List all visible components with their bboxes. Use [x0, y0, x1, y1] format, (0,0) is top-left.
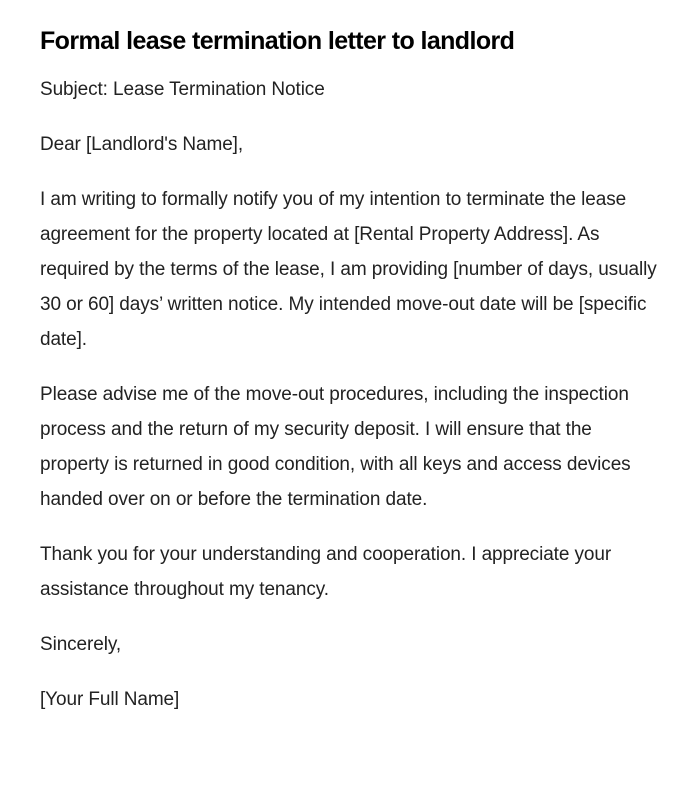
body-paragraph-thanks: Thank you for your understanding and cooperation. I appreciate your assistance throughout my tenancy. [40, 544, 612, 600]
subject-line: Subject: Lease Termination Notice [40, 79, 325, 100]
salutation: Dear [Landlord's Name], [40, 134, 244, 155]
page-title: Formal lease termination letter to landlord [40, 27, 515, 55]
signature: [Your Full Name] [40, 689, 180, 710]
body-paragraph-procedures: Please advise me of the move-out procedures, including the inspection process and the return of my security deposit. I will ensure that the property is returned in good condition, with all keys and access devices handed over on or before the termination date. [40, 384, 631, 510]
body-paragraph-notice: I am writing to formally notify you of my intention to terminate the lease agreement for the property located at [Rental Property Address]. As required by the terms of the lease, I am providing [number of days, usually 30 or 60] days’ written notice. My intended move-out date will be [specific date]. [40, 189, 657, 350]
closing: Sincerely, [40, 634, 122, 655]
